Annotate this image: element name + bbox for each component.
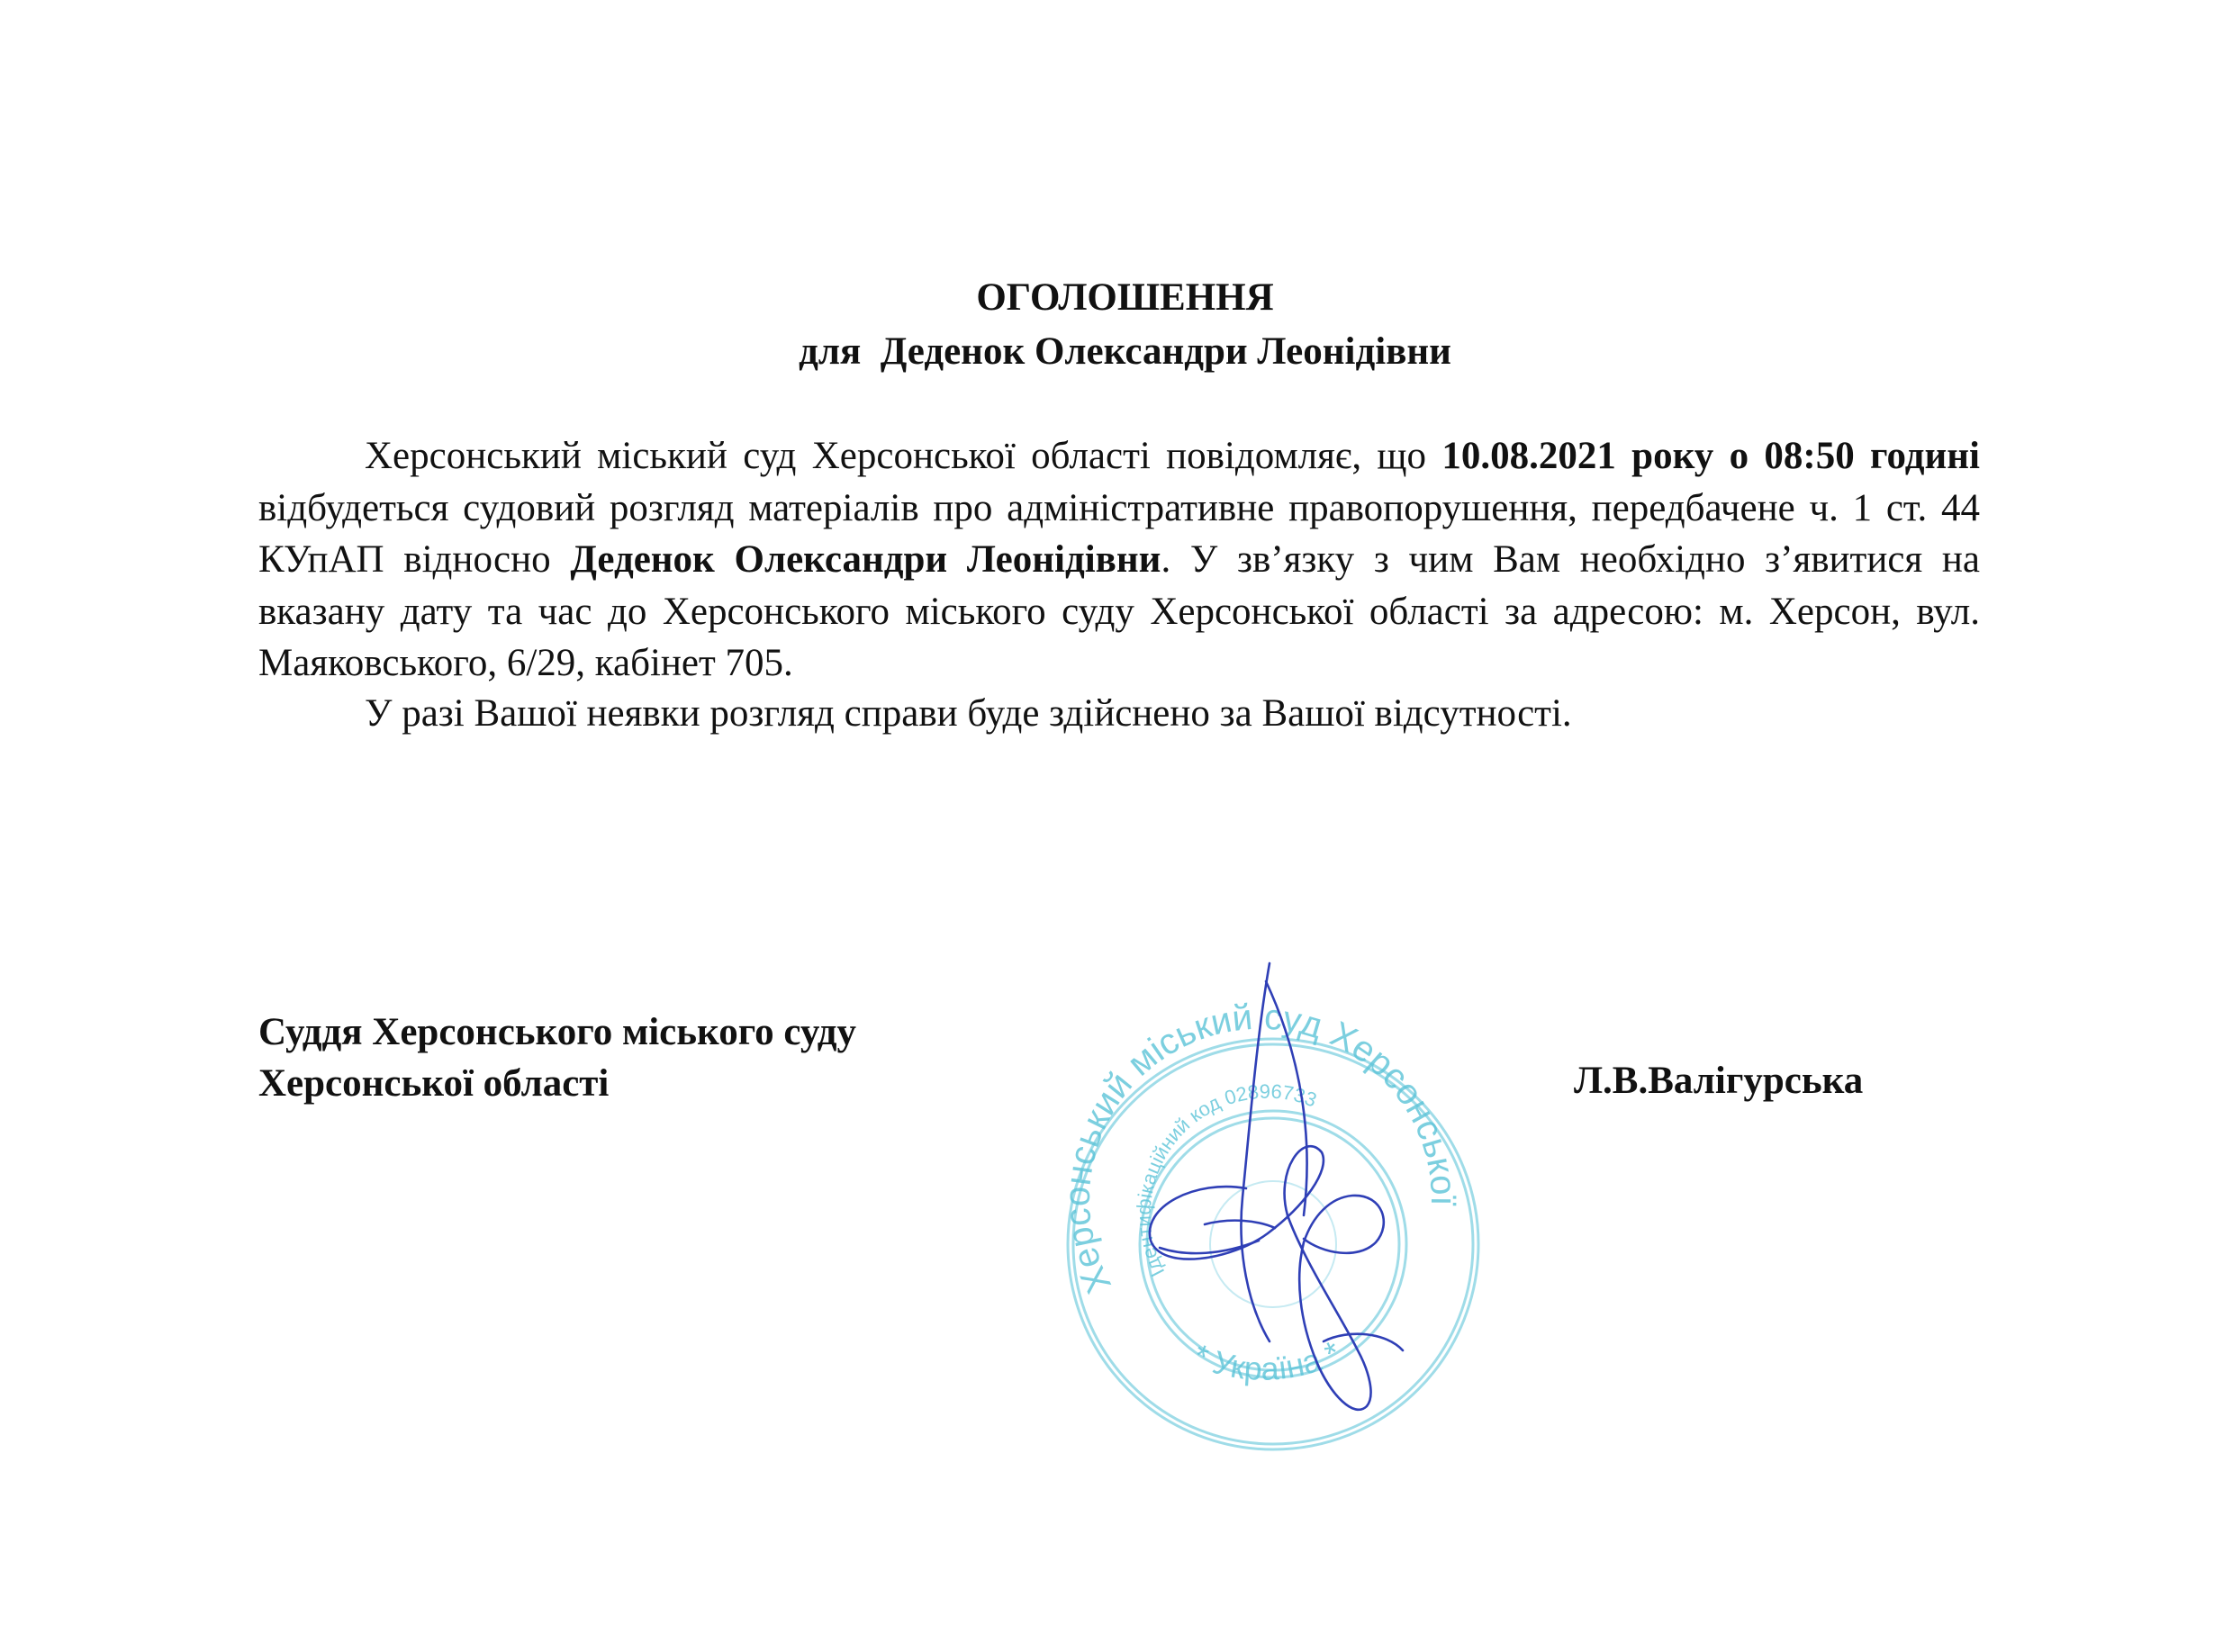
signer-position bbox=[258, 1007, 856, 1109]
notice-paragraph-1 bbox=[258, 430, 1980, 690]
court-seal-stamp bbox=[1034, 954, 1484, 1458]
signer-name: Л.В.Валігурська bbox=[1574, 1060, 1864, 1102]
paragraph-1-segment: Херсонський міський суд Херсонської області повідомляє, що bbox=[365, 435, 1442, 477]
hearing-datetime: 10.08.2021 року о 08:50 годині bbox=[1441, 435, 1980, 477]
notice-subtitle: для Деденок Олександри Леонідівни bbox=[799, 330, 1451, 373]
signer-position-line-2: Херсонської області bbox=[258, 1062, 610, 1105]
paragraph-1-segment: . У зв’язку з чим Вам необхідно з’явитися на вказану дату та час до Херсонського міського суду Херсонської області за адресою: м. Херсон, вул. Маяковського, 6/29, кабінет 705. bbox=[258, 538, 1980, 684]
notice-paragraph-2: У разі Вашої неявки розгляд справи буде здійснено за Вашої відсутності. bbox=[365, 692, 1572, 735]
svg-text:Ідентифікаційний код 02896733: Ідентифікаційний код 02896733 bbox=[1132, 1079, 1320, 1281]
svg-text:* Україна *: * Україна * bbox=[1188, 1333, 1346, 1387]
paragraph-1-segment: відбудеться судовий розгляд матеріалів про адміністративне правопорушення, передбачене ч. 1 ст. 44 КУпАП відносно bbox=[258, 486, 1980, 581]
stamp-lettering bbox=[1058, 998, 1463, 1387]
signer-position-line-1: Суддя Херсонського міського суду bbox=[258, 1011, 856, 1053]
addressee-name: Деденок Олександри Леонідівни bbox=[570, 538, 1161, 581]
svg-text:Херсонський міський суд Херсон: Херсонський міський суд Херсонської bbox=[1057, 997, 1464, 1300]
notice-title: ОГОЛОШЕННЯ bbox=[976, 276, 1274, 319]
